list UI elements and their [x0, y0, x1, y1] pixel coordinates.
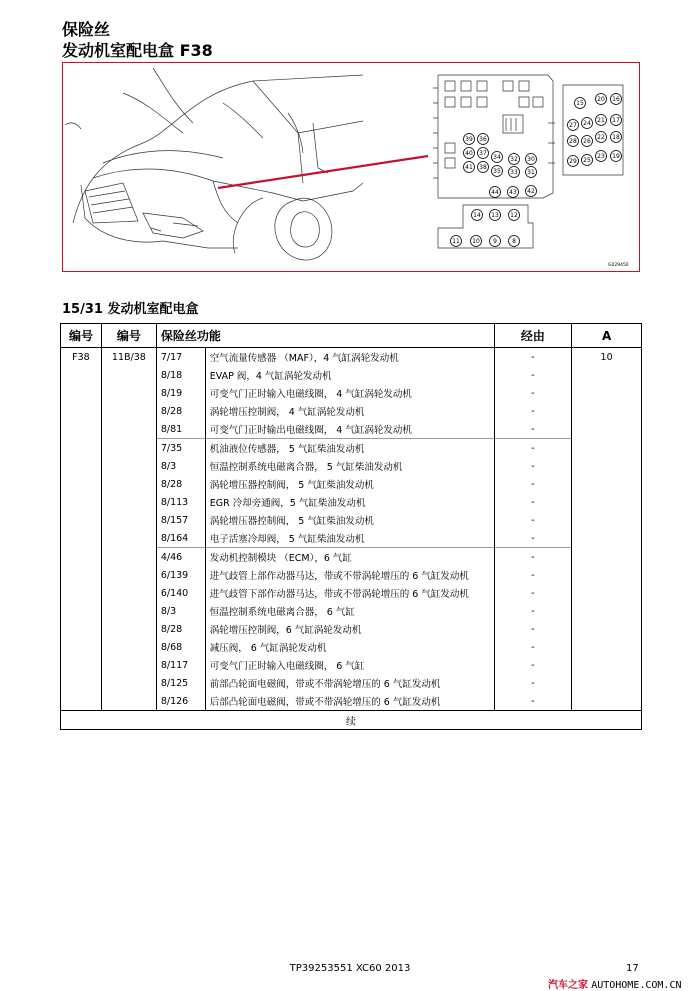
svg-text:42: 42: [527, 188, 535, 195]
row-description: 进气歧管上部作动器马达，带或不带涡轮增压的 6 气缸发动机: [205, 566, 494, 584]
table-row: [61, 348, 642, 367]
svg-text:37: 37: [479, 150, 487, 157]
svg-text:40: 40: [465, 150, 473, 157]
svg-text:19: 19: [612, 153, 620, 160]
table-row: [61, 475, 642, 493]
svg-text:12: 12: [510, 212, 518, 219]
row-via: -: [494, 511, 572, 529]
row-description: 涡轮增压控制阀，6 气缸涡轮发动机: [205, 620, 494, 638]
row-via: -: [494, 584, 572, 602]
row-via: -: [494, 457, 572, 475]
table-row: [61, 584, 642, 602]
table-row: [61, 439, 642, 458]
fuse-amperage: 10: [572, 348, 642, 367]
table-row: [61, 674, 642, 692]
row-ref: 8/3: [156, 457, 205, 475]
row-description: 涡轮增压器控制阀， 5 气缸柴油发动机: [205, 511, 494, 529]
row-via: -: [494, 620, 572, 638]
svg-text:28: 28: [569, 138, 577, 145]
row-description: 可变气门正时输入电磁线圈， 6 气缸: [205, 656, 494, 674]
row-description: 进气歧管下部作动器马达，带或不带涡轮增压的 6 气缸发动机: [205, 584, 494, 602]
svg-text:8: 8: [512, 238, 516, 245]
main-fuse-labels: [464, 134, 537, 198]
row-ref: 8/157: [156, 511, 205, 529]
svg-text:31: 31: [527, 169, 535, 176]
table-row: [61, 366, 642, 384]
row-description: 恒温控制系统电磁离合器， 5 气缸柴油发动机: [205, 457, 494, 475]
row-via: -: [494, 674, 572, 692]
table-row: [61, 529, 642, 548]
svg-text:43: 43: [509, 189, 517, 196]
table-row: [61, 457, 642, 475]
page-subtitle: 发动机室配电盒 F38: [62, 41, 213, 60]
svg-text:32: 32: [510, 156, 518, 163]
row-via: -: [494, 602, 572, 620]
header-fuse-number: 编号: [61, 324, 102, 348]
row-via: -: [494, 529, 572, 548]
row-via: -: [494, 366, 572, 384]
svg-text:14: 14: [473, 212, 481, 219]
header-amperage: A: [572, 324, 642, 348]
page-title: 保险丝: [62, 20, 111, 39]
svg-text:20: 20: [597, 96, 605, 103]
svg-text:17: 17: [612, 117, 620, 124]
row-description: 电子活塞冷却阀， 5 气缸柴油发动机: [205, 529, 494, 548]
svg-text:30: 30: [527, 156, 535, 163]
table-row: [61, 566, 642, 584]
row-description: 可变气门正时输入电磁线圈， 4 气缸涡轮发动机: [205, 384, 494, 402]
svg-text:24: 24: [583, 120, 591, 127]
svg-text:9: 9: [493, 238, 497, 245]
row-via: -: [494, 493, 572, 511]
svg-text:44: 44: [491, 189, 499, 196]
svg-text:29: 29: [569, 158, 577, 165]
row-ref: 8/28: [156, 402, 205, 420]
svg-text:23: 23: [597, 153, 605, 160]
row-via: -: [494, 420, 572, 439]
row-ref: 8/164: [156, 529, 205, 548]
svg-text:11: 11: [452, 238, 460, 245]
row-description: 空气流量传感器 （MAF），4 气缸涡轮发动机: [205, 348, 494, 367]
table-row: [61, 420, 642, 439]
row-ref: 8/68: [156, 638, 205, 656]
row-ref: 8/28: [156, 475, 205, 493]
svg-text:22: 22: [597, 134, 605, 141]
table-row: [61, 656, 642, 674]
watermark-cn: 汽车之家: [548, 980, 588, 991]
row-ref: 8/18: [156, 366, 205, 384]
svg-text:25: 25: [583, 157, 591, 164]
table-row: [61, 638, 642, 656]
document-footer: TP39253551 XC60 2013: [289, 963, 411, 974]
table-row: [61, 620, 642, 638]
row-ref: 7/17: [156, 348, 205, 367]
header-fuse-function: 保险丝功能: [156, 324, 494, 348]
row-description: 后部凸轮面电磁阀，带或不带涡轮增压的 6 气缸发动机: [205, 692, 494, 711]
svg-text:18: 18: [612, 134, 620, 141]
row-description: 前部凸轮面电磁阀，带或不带涡轮增压的 6 气缸发动机: [205, 674, 494, 692]
continued-label: 续: [61, 711, 642, 730]
table-row: [61, 692, 642, 711]
row-description: 涡轮增压器控制阀， 5 气缸柴油发动机: [205, 475, 494, 493]
table-row: [61, 493, 642, 511]
row-via: -: [494, 439, 572, 458]
row-via: -: [494, 638, 572, 656]
svg-text:39: 39: [465, 136, 473, 143]
svg-text:10: 10: [472, 238, 480, 245]
row-description: 机油液位传感器， 5 气缸柴油发动机: [205, 439, 494, 458]
row-via: -: [494, 548, 572, 567]
right-fuse-labels: [568, 94, 622, 167]
row-via: -: [494, 656, 572, 674]
row-description: 发动机控制模块 （ECM），6 气缸: [205, 548, 494, 567]
row-via: -: [494, 566, 572, 584]
section-title: 15/31 发动机室配电盒: [62, 302, 199, 317]
row-description: EGR 冷却旁通阀，5 气缸柴油发动机: [205, 493, 494, 511]
row-via: -: [494, 384, 572, 402]
row-description: 可变气门正时输出电磁线圈， 4 气缸涡轮发动机: [205, 420, 494, 439]
svg-text:41: 41: [465, 164, 473, 171]
row-description: 减压阀， 6 气缸涡轮发动机: [205, 638, 494, 656]
row-description: 恒温控制系统电磁离合器， 6 气缸: [205, 602, 494, 620]
svg-text:33: 33: [510, 169, 518, 176]
svg-text:36: 36: [479, 136, 487, 143]
header-code: 编号: [101, 324, 156, 348]
svg-text:15: 15: [576, 100, 584, 107]
table-row: [61, 402, 642, 420]
svg-text:34: 34: [493, 154, 501, 161]
fuse-box-illustration: [62, 62, 640, 272]
svg-text:21: 21: [597, 117, 605, 124]
table-header: [61, 324, 642, 348]
fuse-number: F38: [61, 348, 102, 367]
row-via: -: [494, 692, 572, 711]
watermark-url: AUTOHOME.COM.CN: [591, 980, 682, 991]
svg-text:27: 27: [569, 122, 577, 129]
row-ref: 8/126: [156, 692, 205, 711]
fuse-table: [60, 323, 642, 730]
watermark: [548, 976, 682, 991]
row-ref: 4/46: [156, 548, 205, 567]
car-and-fuse-diagram: [63, 63, 641, 273]
svg-text:38: 38: [479, 164, 487, 171]
svg-text:35: 35: [493, 168, 501, 175]
row-ref: 8/113: [156, 493, 205, 511]
table-row: [61, 384, 642, 402]
row-ref: 6/139: [156, 566, 205, 584]
svg-text:26: 26: [583, 138, 591, 145]
table-row: [61, 602, 642, 620]
figure-code: G029450: [608, 263, 629, 268]
svg-text:16: 16: [612, 96, 620, 103]
row-ref: 8/125: [156, 674, 205, 692]
row-ref: 8/81: [156, 420, 205, 439]
page-number: 17: [626, 963, 639, 974]
row-ref: 8/19: [156, 384, 205, 402]
row-ref: 6/140: [156, 584, 205, 602]
row-via: -: [494, 475, 572, 493]
row-ref: 7/35: [156, 439, 205, 458]
row-description: EVAP 阀，4 气缸涡轮发动机: [205, 366, 494, 384]
fuse-code: 11B/38: [101, 348, 156, 367]
table-row: [61, 511, 642, 529]
row-ref: 8/28: [156, 620, 205, 638]
header-via: 经由: [494, 324, 572, 348]
row-via: -: [494, 402, 572, 420]
row-description: 涡轮增压控制阀， 4 气缸涡轮发动机: [205, 402, 494, 420]
svg-text:13: 13: [491, 212, 499, 219]
row-via: -: [494, 348, 572, 367]
row-ref: 8/3: [156, 602, 205, 620]
table-row: [61, 548, 642, 567]
row-ref: 8/117: [156, 656, 205, 674]
